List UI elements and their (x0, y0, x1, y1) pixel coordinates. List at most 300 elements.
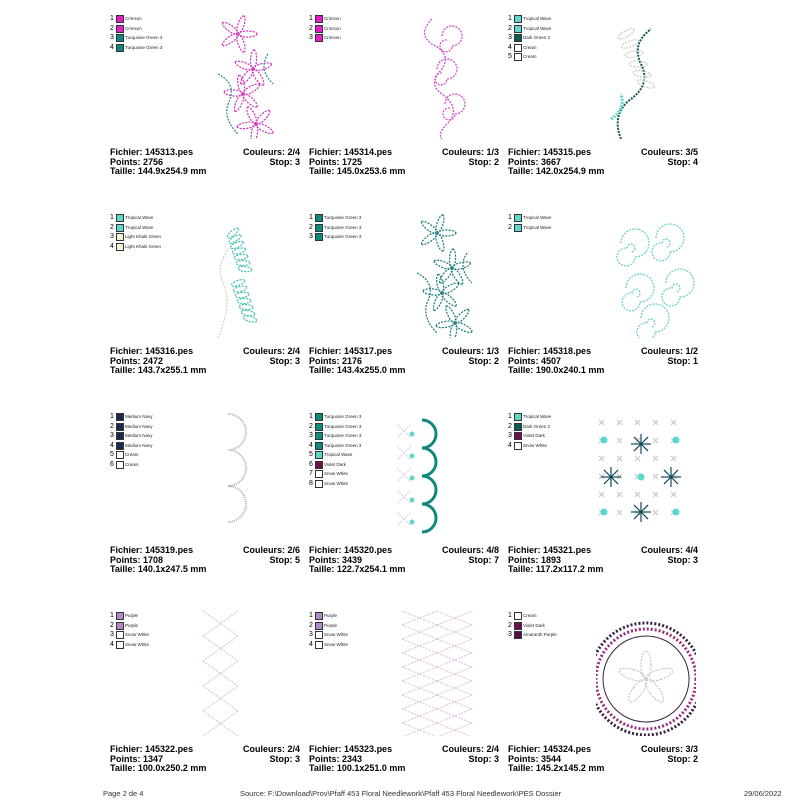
couleurs-label: Couleurs: (441, 147, 484, 157)
thread-name: Dark Green 2 (523, 35, 551, 40)
thread-name: Tropical Wave (523, 414, 552, 419)
taille-value: 143.7x255.1 mm (137, 365, 207, 375)
thread-name: Purple (125, 613, 139, 618)
embroidery-preview (198, 412, 298, 537)
couleurs-value: 2/4 (287, 744, 300, 754)
thread-name: Violet Dark (523, 433, 545, 438)
couleurs-label: Couleurs: (242, 147, 285, 157)
embroidery-preview (198, 611, 298, 736)
thread-swatch (514, 622, 522, 630)
taille-label: Taille: (508, 365, 534, 375)
thread-swatch (315, 423, 323, 431)
taille-line (110, 167, 206, 177)
thread-name: Snow White (523, 442, 548, 448)
thread-number: 6 (110, 460, 114, 468)
taille-value: 143.4x255.0 mm (336, 365, 406, 375)
thread-swatch (116, 224, 124, 232)
artwork-strokes (617, 224, 694, 338)
taille-value: 140.1x247.5 mm (137, 564, 207, 574)
artwork-strokes (417, 214, 473, 338)
stop-label: Stop: (468, 355, 492, 366)
thread-swatch (514, 432, 522, 440)
artwork-strokes (596, 623, 696, 735)
thread-name: Tropical Wave (523, 215, 552, 220)
taille-value: 122.7x254.1 mm (336, 564, 406, 574)
thread-swatch (116, 413, 124, 421)
taille-line (309, 167, 405, 177)
couleurs-label: Couleurs: (441, 744, 484, 754)
design-card (110, 14, 300, 194)
points-value: 2472 (143, 355, 164, 366)
points-label: Points: (309, 554, 340, 565)
artwork-strokes (397, 420, 436, 532)
thread-number: 1 (309, 214, 313, 221)
artwork-strokes (228, 414, 246, 522)
stop-line (468, 556, 499, 566)
thread-name: Turquoise Green 3 (324, 442, 362, 448)
thread-name: Purple (125, 622, 139, 628)
thread-number: 4 (508, 441, 512, 449)
thread-number: 1 (508, 15, 512, 22)
thread-swatch (116, 641, 124, 649)
stop-value: 3 (493, 753, 499, 764)
thread-name: Amaranth Purple (523, 632, 557, 637)
thread-name: Tropical Wave (125, 224, 154, 230)
thread-number: 2 (110, 24, 114, 32)
stop-value: 2 (493, 156, 499, 167)
thread-number: 3 (309, 631, 313, 638)
taille-value: 190.0x240.1 mm (535, 365, 605, 375)
thread-swatch (116, 44, 124, 52)
taille-value: 144.9x254.9 mm (137, 166, 207, 176)
artwork-strokes (611, 27, 655, 139)
couleurs-value: 3/5 (685, 147, 698, 157)
thread-number: 1 (110, 214, 114, 221)
points-value: 1725 (342, 156, 363, 167)
design-card (508, 611, 698, 791)
points-label: Points: (508, 753, 539, 764)
thread-name: Crimson (125, 16, 142, 21)
thread-swatch (315, 451, 323, 459)
thread-name: Snow White (125, 641, 150, 647)
thread-swatch (514, 631, 522, 639)
thread-number: 2 (309, 223, 313, 231)
stop-label: Stop: (667, 753, 691, 764)
fichier-value: 145322.pes (145, 744, 194, 754)
thread-number: 5 (309, 451, 313, 458)
thread-number: 1 (110, 612, 114, 619)
thread-number: 4 (309, 640, 313, 648)
thread-name: Turquoise Green 3 (125, 44, 163, 50)
embroidery-preview (596, 611, 696, 736)
thread-number: 1 (309, 413, 313, 420)
design-card (508, 14, 698, 194)
taille-value: 117.2x117.2 mm (535, 564, 604, 574)
points-value: 2176 (342, 355, 363, 366)
thread-name: Purple (324, 613, 338, 618)
points-label: Points: (508, 355, 539, 366)
thread-swatch (315, 25, 323, 33)
stop-label: Stop: (667, 156, 691, 167)
stop-line (468, 755, 499, 765)
fichier-label: Fichier: (110, 346, 143, 356)
stop-line (667, 158, 698, 168)
thread-swatch (315, 15, 323, 23)
thread-number: 2 (110, 621, 114, 629)
thread-swatch (315, 214, 323, 222)
taille-label: Taille: (110, 166, 136, 176)
thread-number: 3 (508, 34, 512, 41)
thread-number: 3 (110, 233, 114, 240)
embroidery-preview (596, 213, 696, 338)
thread-number: 3 (110, 631, 114, 638)
taille-label: Taille: (508, 166, 534, 176)
thread-name: Tropical Wave (523, 224, 552, 230)
thread-name: Cream (125, 461, 139, 467)
thread-swatch (116, 451, 124, 459)
embroidery-preview (198, 213, 298, 338)
design-card (309, 213, 499, 393)
taille-label: Taille: (309, 564, 335, 574)
thread-name: Dark Green 2 (523, 423, 551, 429)
thread-name: Medium Navy (125, 414, 153, 419)
thread-name: Snow White (324, 471, 349, 476)
thread-swatch (116, 423, 124, 431)
thread-number: 1 (110, 15, 114, 22)
design-card (110, 213, 300, 393)
stop-line (269, 158, 300, 168)
couleurs-label: Couleurs: (640, 147, 683, 157)
taille-line (508, 565, 603, 575)
stop-line (269, 357, 300, 367)
couleurs-value: 2/6 (287, 545, 300, 555)
thread-number: 4 (110, 242, 114, 250)
fichier-label: Fichier: (309, 147, 342, 157)
taille-value: 100.1x251.0 mm (336, 763, 406, 773)
thread-swatch (315, 470, 323, 478)
points-value: 1893 (541, 554, 562, 565)
thread-swatch (116, 214, 124, 222)
points-value: 3667 (541, 156, 562, 167)
fichier-value: 145313.pes (145, 147, 194, 157)
couleurs-label: Couleurs: (640, 744, 683, 754)
taille-line (508, 764, 604, 774)
artwork-strokes (596, 420, 681, 522)
fichier-label: Fichier: (110, 545, 143, 555)
taille-line (309, 565, 405, 575)
embroidery-preview (397, 14, 497, 139)
thread-name: Snow White (125, 632, 150, 637)
design-card (110, 611, 300, 791)
thread-swatch (514, 44, 522, 52)
thread-name: Cream (523, 44, 537, 50)
thread-number: 1 (110, 413, 114, 420)
points-value: 2756 (143, 156, 164, 167)
thread-swatch (315, 224, 323, 232)
thread-number: 3 (110, 432, 114, 439)
embroidery-preview (397, 213, 497, 338)
thread-swatch (315, 233, 323, 241)
stop-label: Stop: (667, 355, 691, 366)
thread-swatch (116, 233, 124, 241)
points-label: Points: (309, 355, 340, 366)
points-label: Points: (508, 156, 539, 167)
embroidery-preview (397, 611, 497, 736)
thread-swatch (116, 34, 124, 42)
stop-label: Stop: (468, 156, 492, 167)
thread-number: 5 (110, 451, 114, 458)
couleurs-value: 4/8 (486, 545, 499, 555)
taille-label: Taille: (309, 763, 335, 773)
thread-swatch (514, 53, 522, 61)
stop-value: 7 (493, 554, 499, 565)
stop-line (269, 755, 300, 765)
thread-swatch (315, 612, 323, 620)
stop-label: Stop: (269, 355, 293, 366)
fichier-label: Fichier: (110, 147, 143, 157)
thread-number: 4 (309, 441, 313, 449)
points-value: 1708 (143, 554, 164, 565)
fichier-value: 145314.pes (344, 147, 393, 157)
couleurs-label: Couleurs: (242, 346, 285, 356)
source-path: Source: F:\Download\Prov\Pfaff 453 Floral Needlework\Pfaff 453 Floral Needlework\PES Dossier (240, 789, 562, 798)
couleurs-value: 1/2 (685, 346, 698, 356)
thread-swatch (514, 612, 522, 620)
thread-swatch (116, 25, 124, 33)
fichier-label: Fichier: (508, 545, 541, 555)
print-date: 29/06/2022 (744, 789, 782, 798)
embroidery-preview (198, 14, 298, 139)
thread-swatch (514, 423, 522, 431)
fichier-label: Fichier: (508, 147, 541, 157)
thread-swatch (315, 413, 323, 421)
fichier-value: 145315.pes (543, 147, 592, 157)
taille-line (508, 366, 604, 376)
stop-label: Stop: (269, 554, 293, 565)
thread-swatch (514, 214, 522, 222)
thread-number: 8 (309, 479, 313, 487)
thread-name: Violet Dark (523, 622, 545, 628)
taille-line (309, 366, 405, 376)
thread-name: Medium Navy (125, 433, 153, 438)
thread-swatch (116, 442, 124, 450)
thread-swatch (315, 641, 323, 649)
thread-name: Crimson (324, 35, 341, 40)
thread-number: 3 (309, 233, 313, 240)
thread-swatch (315, 631, 323, 639)
artwork-strokes (203, 611, 238, 736)
fichier-label: Fichier: (508, 346, 541, 356)
couleurs-value: 2/4 (287, 147, 300, 157)
thread-name: Cream (125, 452, 139, 457)
taille-line (309, 764, 405, 774)
taille-value: 100.0x250.2 mm (137, 763, 207, 773)
thread-number: 4 (110, 43, 114, 51)
thread-name: Crimson (324, 16, 341, 21)
fichier-value: 145320.pes (344, 545, 393, 555)
thread-number: 2 (508, 223, 512, 231)
thread-number: 2 (309, 621, 313, 629)
thread-number: 4 (110, 441, 114, 449)
thread-number: 2 (309, 422, 313, 430)
taille-value: 145.0x253.6 mm (336, 166, 406, 176)
taille-label: Taille: (309, 166, 335, 176)
fichier-label: Fichier: (309, 545, 342, 555)
thread-swatch (315, 622, 323, 630)
points-label: Points: (110, 156, 141, 167)
artwork-strokes (425, 19, 466, 139)
thread-name: Tropical Wave (523, 25, 552, 31)
thread-name: Purple (324, 622, 338, 628)
thread-number: 4 (508, 43, 512, 51)
stop-line (468, 158, 499, 168)
stop-value: 1 (692, 355, 698, 366)
embroidery-preview (596, 412, 696, 537)
thread-name: Turquoise Green 3 (324, 423, 362, 429)
points-label: Points: (309, 753, 340, 764)
taille-line (110, 764, 206, 774)
couleurs-value: 3/3 (685, 744, 698, 754)
taille-value: 145.2x145.2 mm (535, 763, 605, 773)
thread-name: Snow White (324, 641, 349, 647)
thread-name: Turquoise Green 3 (324, 234, 362, 239)
points-value: 3439 (342, 554, 363, 565)
thread-swatch (315, 461, 323, 469)
stop-value: 3 (294, 753, 300, 764)
thread-name: Turquoise Green 3 (324, 224, 362, 230)
taille-label: Taille: (110, 365, 136, 375)
fichier-label: Fichier: (110, 744, 143, 754)
thread-swatch (315, 34, 323, 42)
taille-line (508, 167, 604, 177)
fichier-value: 145323.pes (344, 744, 393, 754)
thread-swatch (116, 461, 124, 469)
stop-value: 3 (294, 156, 300, 167)
stop-line (269, 556, 300, 566)
thread-number: 7 (309, 470, 313, 477)
thread-number: 1 (508, 612, 512, 619)
couleurs-label: Couleurs: (242, 744, 285, 754)
fichier-label: Fichier: (508, 744, 541, 754)
thread-name: Crimson (324, 25, 341, 31)
fichier-value: 145319.pes (145, 545, 194, 555)
couleurs-value: 1/3 (486, 147, 499, 157)
embroidery-preview (397, 412, 497, 537)
stop-label: Stop: (468, 554, 492, 565)
thread-number: 1 (309, 612, 313, 619)
points-label: Points: (309, 156, 340, 167)
thread-number: 1 (508, 214, 512, 221)
thread-swatch (514, 25, 522, 33)
taille-line (110, 565, 206, 575)
couleurs-label: Couleurs: (441, 346, 484, 356)
thread-swatch (116, 631, 124, 639)
stop-label: Stop: (667, 554, 691, 565)
thread-name: Medium Navy (125, 442, 153, 448)
couleurs-value: 2/4 (287, 346, 300, 356)
thread-name: Turquoise Green 3 (324, 433, 362, 438)
fichier-label: Fichier: (309, 346, 342, 356)
design-card (309, 14, 499, 194)
stop-value: 5 (294, 554, 300, 565)
thread-number: 1 (309, 15, 313, 22)
stop-line (468, 357, 499, 367)
thread-swatch (514, 224, 522, 232)
thread-name: Crimson (125, 25, 142, 31)
thread-name: Tropical Wave (324, 452, 353, 457)
design-card (508, 213, 698, 393)
thread-name: Tropical Wave (523, 16, 552, 21)
taille-label: Taille: (508, 564, 534, 574)
artwork-strokes (218, 227, 257, 338)
thread-name: Violet Dark (324, 461, 346, 467)
couleurs-label: Couleurs: (242, 545, 285, 555)
design-card (309, 412, 499, 592)
fichier-value: 145316.pes (145, 346, 194, 356)
thread-name: Medium Navy (125, 423, 153, 429)
fichier-label: Fichier: (309, 744, 342, 754)
couleurs-label: Couleurs: (640, 545, 683, 555)
thread-name: Cream (523, 54, 537, 59)
artwork-strokes (218, 15, 274, 139)
couleurs-label: Couleurs: (441, 545, 484, 555)
design-card (110, 412, 300, 592)
thread-name: Turquoise Green 3 (324, 215, 362, 220)
thread-number: 5 (508, 53, 512, 60)
stop-line (667, 357, 698, 367)
thread-number: 2 (508, 24, 512, 32)
thread-name: Snow White (324, 632, 349, 637)
thread-swatch (514, 442, 522, 450)
embroidery-preview (596, 14, 696, 139)
thread-number: 3 (309, 432, 313, 439)
artwork-strokes (402, 611, 472, 736)
points-label: Points: (508, 554, 539, 565)
stop-value: 3 (692, 554, 698, 565)
thread-name: Cream (523, 613, 537, 618)
fichier-value: 145317.pes (344, 346, 393, 356)
stop-value: 2 (692, 753, 698, 764)
thread-name: Snow White (324, 480, 349, 486)
taille-value: 142.0x254.9 mm (535, 166, 605, 176)
fichier-value: 145321.pes (543, 545, 592, 555)
thread-swatch (514, 34, 522, 42)
points-label: Points: (110, 753, 141, 764)
thread-swatch (514, 15, 522, 23)
thread-swatch (315, 480, 323, 488)
thread-number: 2 (309, 24, 313, 32)
thread-number: 4 (110, 640, 114, 648)
points-label: Points: (110, 355, 141, 366)
stop-line (667, 556, 698, 566)
points-value: 4507 (541, 355, 562, 366)
thread-number: 3 (508, 631, 512, 638)
points-value: 2343 (342, 753, 363, 764)
thread-number: 2 (508, 422, 512, 430)
stop-value: 3 (294, 355, 300, 366)
thread-number: 2 (508, 621, 512, 629)
thread-swatch (514, 413, 522, 421)
couleurs-value: 2/4 (486, 744, 499, 754)
thread-number: 2 (110, 422, 114, 430)
thread-number: 3 (508, 432, 512, 439)
taille-label: Taille: (110, 763, 136, 773)
design-card (309, 611, 499, 791)
thread-name: Turquoise Green 3 (324, 414, 362, 419)
stop-label: Stop: (269, 753, 293, 764)
taille-line (110, 366, 206, 376)
taille-label: Taille: (110, 564, 136, 574)
